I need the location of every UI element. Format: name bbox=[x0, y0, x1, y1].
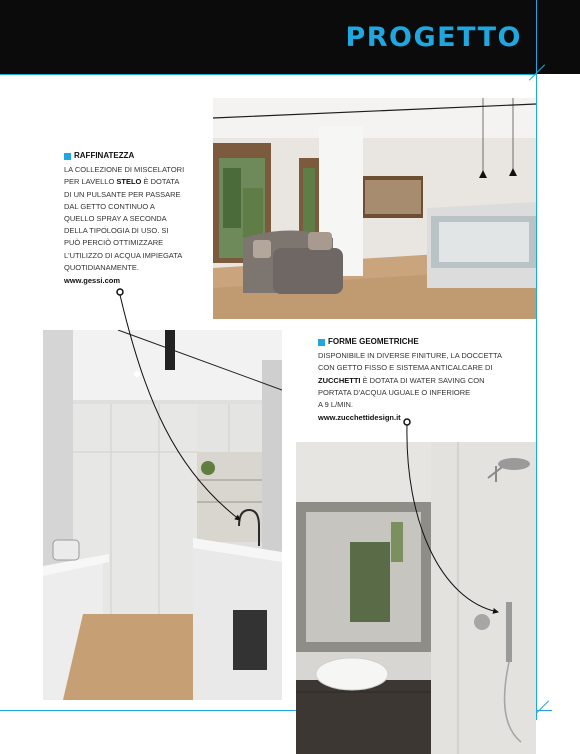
body-line: DISPONIBILE IN DIVERSE FINITURE, LA DOCCETTA bbox=[318, 351, 503, 361]
section-title: PROGETTO bbox=[345, 22, 522, 53]
photo-kitchen bbox=[43, 330, 282, 700]
feature-title-text: FORME GEOMETRICHE bbox=[328, 337, 419, 346]
body-line: CON GETTO FISSO E SISTEMA ANTICALCARE DI bbox=[318, 363, 493, 373]
divider-top bbox=[0, 74, 536, 75]
page-header bbox=[0, 0, 580, 74]
body-line: DI UN PULSANTE PER PASSARE bbox=[64, 189, 181, 199]
body-line: A 9 L/MIN. bbox=[318, 400, 354, 410]
website-link[interactable]: www.zucchettidesign.it bbox=[318, 413, 401, 423]
bullet-square-icon bbox=[64, 153, 71, 160]
feature-title bbox=[64, 150, 214, 162]
feature-body bbox=[318, 350, 528, 411]
body-line: DELLA TIPOLOGIA DI USO. SI bbox=[64, 226, 169, 236]
photo-living-room bbox=[213, 98, 536, 319]
bullet-square-icon bbox=[318, 339, 325, 346]
divider-vertical bbox=[536, 0, 537, 720]
brand-name: ZUCCHETTI bbox=[318, 375, 361, 385]
brand-name: STELO bbox=[116, 177, 142, 187]
body-line: LA COLLEZIONE DI MISCELATORI bbox=[64, 165, 185, 175]
body-line: QUELLO SPRAY A SECONDA bbox=[64, 214, 167, 224]
feature-title-text: RAFFINATEZZA bbox=[74, 151, 135, 160]
body-line: PUÒ PERCIÒ OTTIMIZZARE bbox=[64, 238, 164, 248]
body-line: PORTATA D'ACQUA UGUALE O INFERIORE bbox=[318, 387, 471, 397]
body-line-suffix: È DOTATA DI WATER SAVING CON bbox=[360, 375, 485, 385]
feature-title bbox=[318, 336, 528, 348]
body-line: QUOTIDIANAMENTE. bbox=[64, 262, 140, 272]
website-link[interactable]: www.gessi.com bbox=[64, 276, 120, 286]
body-line bbox=[318, 375, 528, 387]
feature-body bbox=[64, 164, 214, 274]
body-line: DAL GETTO CONTINUO A bbox=[64, 201, 155, 211]
feature-raffinatezza bbox=[64, 150, 214, 287]
body-line-prefix: PER LAVELLO bbox=[64, 177, 117, 187]
body-line: L'UTILIZZO DI ACQUA IMPIEGATA bbox=[64, 250, 183, 260]
body-line-suffix: È DOTATA bbox=[141, 177, 180, 187]
body-line bbox=[64, 176, 214, 188]
photo-bathroom bbox=[296, 442, 536, 754]
feature-forme-geometriche bbox=[318, 336, 528, 424]
callout-dot-icon bbox=[117, 289, 123, 295]
